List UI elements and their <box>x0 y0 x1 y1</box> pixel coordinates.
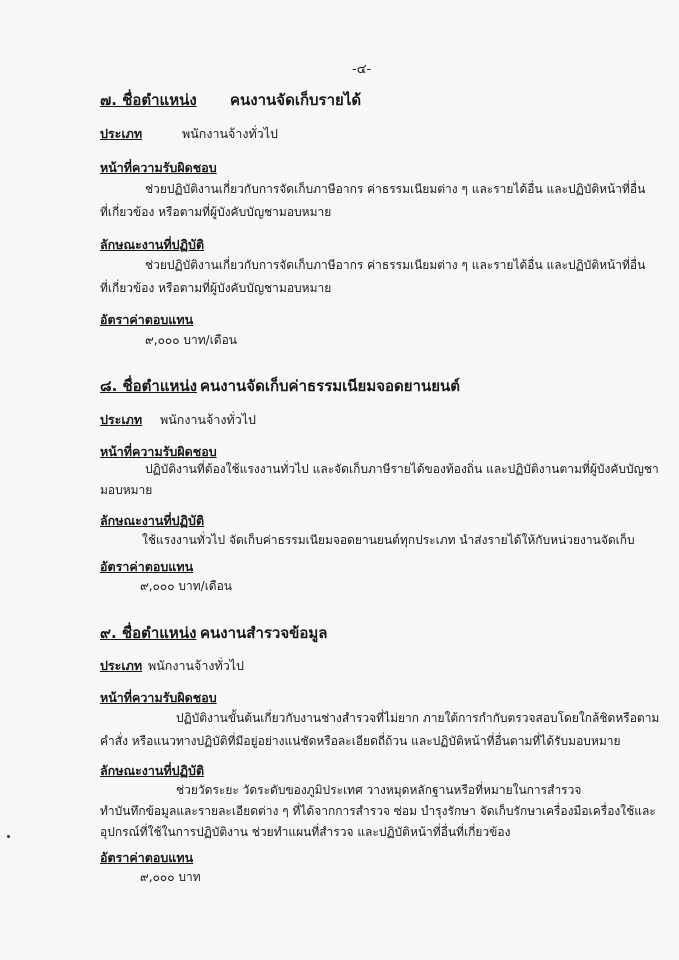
section-8-title-label: ๘. ชื่อตำแหน่ง <box>100 377 197 395</box>
section-7-title <box>100 88 362 112</box>
section-7-work-line: ที่เกี่ยวข้อง หรือตามที่ผู้บังคับบัญชามอบหมาย <box>100 281 332 295</box>
section-7-work-line: ช่วยปฏิบัติงานเกี่ยวกับการจัดเก็บภาษีอากร ค่าธรรมเนียมต่าง ๆ และรายได้อื่น และปฏิบัติหน้าที่อื่น <box>145 258 646 272</box>
section-9-duty-line: คำสั่ง หรือแนวทางปฏิบัติที่มีอยู่อย่างแน่ชัดหรือละเอียดถี่ถ้วน และปฏิบัติหน้าที่อื่นตามที่ได้รับมอบหมาย <box>100 734 621 748</box>
section-9-title-label: ๙. ชื่อตำแหน่ง <box>100 624 197 642</box>
section-7-type-value: พนักงานจ้างทั่วไป <box>182 126 278 141</box>
section-8-title <box>100 374 461 398</box>
section-7-duty-line: ที่เกี่ยวข้อง หรือตามที่ผู้บังคับบัญชามอบหมาย <box>100 205 332 219</box>
section-7-type-label: ประเภท <box>100 126 143 141</box>
section-8-duty-line: มอบหมาย <box>100 483 153 497</box>
section-7-pay-value: ๙,๐๐๐ บาท/เดือน <box>145 333 238 347</box>
section-9-work-line: ช่วยวัดระยะ วัดระดับของภูมิประเทศ วางหมุดหลักฐานหรือที่หมายในการสำรวจ <box>176 783 582 797</box>
section-9-work-heading: ลักษณะงานที่ปฏิบัติ <box>100 763 205 778</box>
section-8-duty-heading: หน้าที่ความรับผิดชอบ <box>100 444 217 459</box>
section-7-title-label: ๗. ชื่อตำแหน่ง <box>100 91 197 109</box>
section-9-pay-value: ๙,๐๐๐ บาท <box>140 870 201 884</box>
section-8-type <box>100 410 256 430</box>
section-7-duty-line: ช่วยปฏิบัติงานเกี่ยวกับการจัดเก็บภาษีอากร ค่าธรรมเนียมต่าง ๆ และรายได้อื่น และปฏิบัติหน้าที่อื่น <box>145 182 646 196</box>
section-8-type-value: พนักงานจ้างทั่วไป <box>160 412 256 427</box>
section-7-work-heading: ลักษณะงานที่ปฏิบัติ <box>100 237 205 252</box>
scan-speck <box>7 835 10 838</box>
section-9-type <box>100 656 244 676</box>
section-9-title-value: คนงานสำรวจข้อมูล <box>200 624 328 642</box>
section-8-pay-value: ๙,๐๐๐ บาท/เดือน <box>140 579 233 593</box>
page-number: -๔- <box>352 62 372 77</box>
section-9-duty-line: ปฏิบัติงานขั้นต้นเกี่ยวกับงานช่างสำรวจที่ไม่ยาก ภายใต้การกำกับตรวจสอบโดยใกล้ชิดหรือตาม <box>176 711 660 725</box>
section-8-work-heading: ลักษณะงานที่ปฏิบัติ <box>100 513 205 528</box>
section-9-type-label: ประเภท <box>100 658 143 673</box>
section-7-title-value: คนงานจัดเก็บรายได้ <box>230 91 362 109</box>
section-8-duty-line: ปฏิบัติงานที่ต้องใช้แรงงานทั่วไป และจัดเก็บภาษีรายได้ของท้องถิ่น และปฏิบัติงานตามที่ผู้บังคับบัญชา <box>145 462 659 476</box>
section-7-pay-heading: อัตราค่าตอบแทน <box>100 312 194 327</box>
section-8-type-label: ประเภท <box>100 412 143 427</box>
section-8-title-value: คนงานจัดเก็บค่าธรรมเนียมจอดยานยนต์ <box>200 377 461 395</box>
section-9-work-line: ทำบันทึกข้อมูลและรายละเอียดต่าง ๆ ที่ได้จากการสำรวจ ซ่อม บำรุงรักษา จัดเก็บรักษาเครื่องมือเครื่องใช้และ <box>100 804 656 818</box>
section-8-work-line: ใช้แรงงานทั่วไป จัดเก็บค่าธรรมเนียมจอดยานยนต์ทุกประเภท นำส่งรายได้ให้กับหน่วยงานจัดเก็บ <box>142 533 635 547</box>
section-9-title <box>100 621 328 645</box>
section-8-pay-heading: อัตราค่าตอบแทน <box>100 559 194 574</box>
section-9-pay-heading: อัตราค่าตอบแทน <box>100 850 194 865</box>
section-7-duty-heading: หน้าที่ความรับผิดชอบ <box>100 160 217 175</box>
section-7-type <box>100 124 278 144</box>
section-9-duty-heading: หน้าที่ความรับผิดชอบ <box>100 690 217 705</box>
section-9-type-value: พนักงานจ้างทั่วไป <box>148 658 244 673</box>
section-9-work-line: อุปกรณ์ที่ใช้ในการปฏิบัติงาน ช่วยทำแผนที่สำรวจ และปฏิบัติหน้าที่อื่นที่เกี่ยวข้อง <box>100 825 511 839</box>
